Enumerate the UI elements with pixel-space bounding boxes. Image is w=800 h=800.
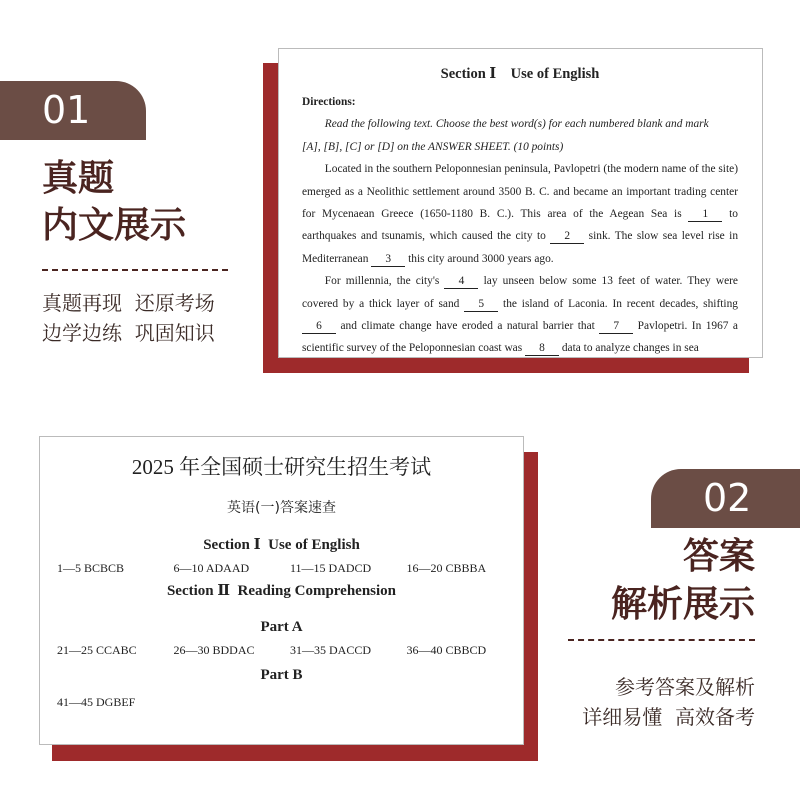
- numbered-blank: 4: [444, 275, 478, 289]
- passage-paragraph: [302, 158, 738, 270]
- section-number-02: 02: [651, 469, 800, 528]
- passage-text: to earthquakes and tsunamis, which caused the city to: [302, 208, 738, 243]
- right-title-line-2: 解析展示: [610, 583, 755, 625]
- answer-group: 11—15 DADCD: [290, 561, 372, 575]
- answer-group: 36—40 CBBCD: [406, 643, 487, 657]
- numbered-blank: 3: [371, 253, 405, 267]
- passage-paragraph: [302, 270, 738, 358]
- left-title-line-2: 内文展示: [42, 204, 187, 246]
- answer-group: 6—10 ADAAD: [173, 561, 250, 575]
- right-sub-line-1: 参考答案及解析: [615, 675, 755, 699]
- section1-answers: [40, 559, 523, 577]
- numbered-blank: 2: [550, 230, 584, 244]
- passage-text: For millennia, the city's: [324, 275, 445, 288]
- section2-heading: Section Ⅱ Reading Comprehension: [166, 583, 397, 599]
- exam-passage: [302, 158, 738, 358]
- right-sub-line-2: 详细易懂 高效备考: [582, 705, 755, 729]
- passage-text: data to analyze changes in sea: [559, 342, 699, 355]
- answer-group: 1—5 BCBCB: [57, 561, 125, 575]
- passage-text: and climate change have eroded a natural barrier that: [336, 320, 600, 333]
- left-sub-line-1: 真题再现 还原考场: [42, 291, 215, 315]
- numbered-blank: 6: [302, 320, 336, 334]
- answer-group: 41—45 DGBEF: [57, 695, 136, 709]
- part-b-answers: [40, 693, 523, 711]
- passage-text: Pavlopetri. In 1967 a scientific survey of the Peloponnesian coast was: [302, 320, 738, 355]
- part-b-heading: Part B: [260, 667, 303, 683]
- part-a-answers: [40, 641, 523, 659]
- answer-group: 26—30 BDDAC: [173, 643, 255, 657]
- directions-text-2: [A], [B], [C] or [D] on the ANSWER SHEET. (10 points): [302, 140, 564, 153]
- left-title-line-1: 真题: [42, 157, 115, 199]
- exam-page: [278, 48, 763, 358]
- part-a-heading: Part A: [260, 619, 303, 635]
- answer-subtitle: 英语(一)答案速查: [227, 500, 336, 516]
- answer-group: 31—35 DACCD: [290, 643, 372, 657]
- directions-text: Read the following text. Choose the best word(s) for each numbered blank and mark: [324, 118, 709, 131]
- left-divider: [42, 269, 228, 271]
- passage-text: the island of Laconia. In recent decades, shifting: [498, 297, 738, 310]
- section-number-01: 01: [0, 81, 146, 140]
- passage-text: lay unseen below some 13 feet of water. They were covered by a thick layer of sand: [302, 275, 738, 310]
- answer-page: [39, 436, 524, 745]
- exam-section-title: Section Ⅰ Use of English: [440, 66, 600, 82]
- answer-title: 2025 年全国硕士研究生招生考试: [131, 455, 432, 479]
- right-title-line-1: 答案: [682, 535, 755, 577]
- answer-group: 21—25 CCABC: [57, 643, 137, 657]
- passage-text: sink. The slow sea level rise in Mediterranean: [302, 230, 739, 265]
- numbered-blank: 5: [464, 298, 498, 312]
- numbered-blank: 8: [525, 342, 559, 356]
- right-divider: [568, 639, 755, 641]
- directions-label: Directions:: [302, 96, 356, 108]
- passage-text: this city around 3000 years ago.: [405, 252, 554, 265]
- section1-heading: Section Ⅰ Use of English: [203, 537, 360, 553]
- answer-group: 16—20 CBBBA: [406, 561, 487, 575]
- left-sub-line-2: 边学边练 巩固知识: [42, 321, 215, 345]
- numbered-blank: 1: [688, 208, 722, 222]
- numbered-blank: 7: [599, 320, 633, 334]
- passage-text: Located in the southern Peloponnesian peninsula, Pavlopetri (the modern name of the site) emerged as a Neolithic settlement around 3500 B. C. and became an important trading center for Mycenaean Greece (1650-1180 B. C.). This area of the Aegean Sea is: [302, 163, 738, 221]
